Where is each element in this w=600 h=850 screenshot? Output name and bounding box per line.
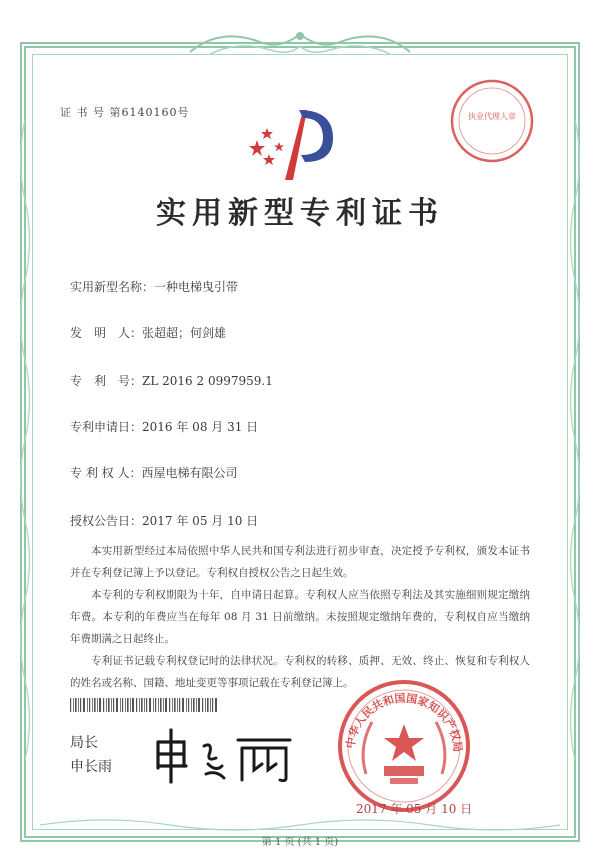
barcode-icon <box>70 698 220 712</box>
field-label: 专 利 权 人： <box>70 466 142 480</box>
field-label: 授权公告日： <box>70 514 143 528</box>
field-label: 专利申请日： <box>70 420 143 434</box>
field-grant-date <box>70 512 258 529</box>
field-label: 实用新型名称： <box>70 280 155 294</box>
body-paragraph: 本专利的专利权期限为十年，自申请日起算。专利权人应当依照专利法及其实施细则规定缴纳年费。本专利的年费应当在每年 08 月 31 日前缴纳。未按照规定缴纳年费的，专利权自应当缴纳年费期满之日起终止。 <box>70 589 530 645</box>
field-value: ZL 2016 2 0997959.1 <box>142 374 273 388</box>
official-seal-icon <box>336 678 472 814</box>
field-value: 张超超；何剑雄 <box>142 326 227 340</box>
field-utility-model-name <box>70 278 238 295</box>
certificate-body <box>70 540 530 694</box>
signatory-role: 局长 <box>70 735 98 751</box>
agent-stamp-icon <box>446 75 538 167</box>
bottom-ornament <box>40 815 560 835</box>
certificate-number: 证 书 号 第6140160号 <box>60 106 190 119</box>
page-footer: 第 1 页 (共 1 页) <box>261 837 339 848</box>
field-value: 一种电梯曳引带 <box>154 280 239 294</box>
field-patentee <box>70 464 237 481</box>
seal-text: 中华人民共和国国家知识产权局 <box>343 691 465 753</box>
handwritten-signature <box>150 720 300 790</box>
certificate-title: 实用新型专利证书 <box>156 196 444 231</box>
field-filing-date <box>70 418 258 435</box>
top-ornament <box>180 22 420 62</box>
seal-date: 2017 年 05 月 10 日 <box>356 802 473 816</box>
field-value: 2017 年 05 月 10 日 <box>142 514 259 528</box>
agent-stamp-text: 执业代理人章 <box>468 112 516 121</box>
field-value: 2016 年 08 月 31 日 <box>142 420 259 434</box>
signatory-name: 申长雨 <box>70 759 112 775</box>
field-label: 专 利 号： <box>70 374 143 388</box>
body-paragraph: 专利证书记载专利权登记时的法律状况。专利权的转移、质押、无效、终止、恢复和专利权人的姓名或名称、国籍、地址变更等事项记载在专利登记簿上。 <box>70 655 530 689</box>
cnipa-emblem-icon <box>245 100 345 190</box>
field-inventors <box>70 324 226 341</box>
field-label: 发 明 人： <box>70 326 143 340</box>
field-patent-number <box>70 372 273 389</box>
field-value: 西屋电梯有限公司 <box>141 466 238 480</box>
body-paragraph: 本实用新型经过本局依照中华人民共和国专利法进行初步审查，决定授予专利权，颁发本证书并在专利登记簿上予以登记。专利权自授权公告之日起生效。 <box>70 545 530 579</box>
